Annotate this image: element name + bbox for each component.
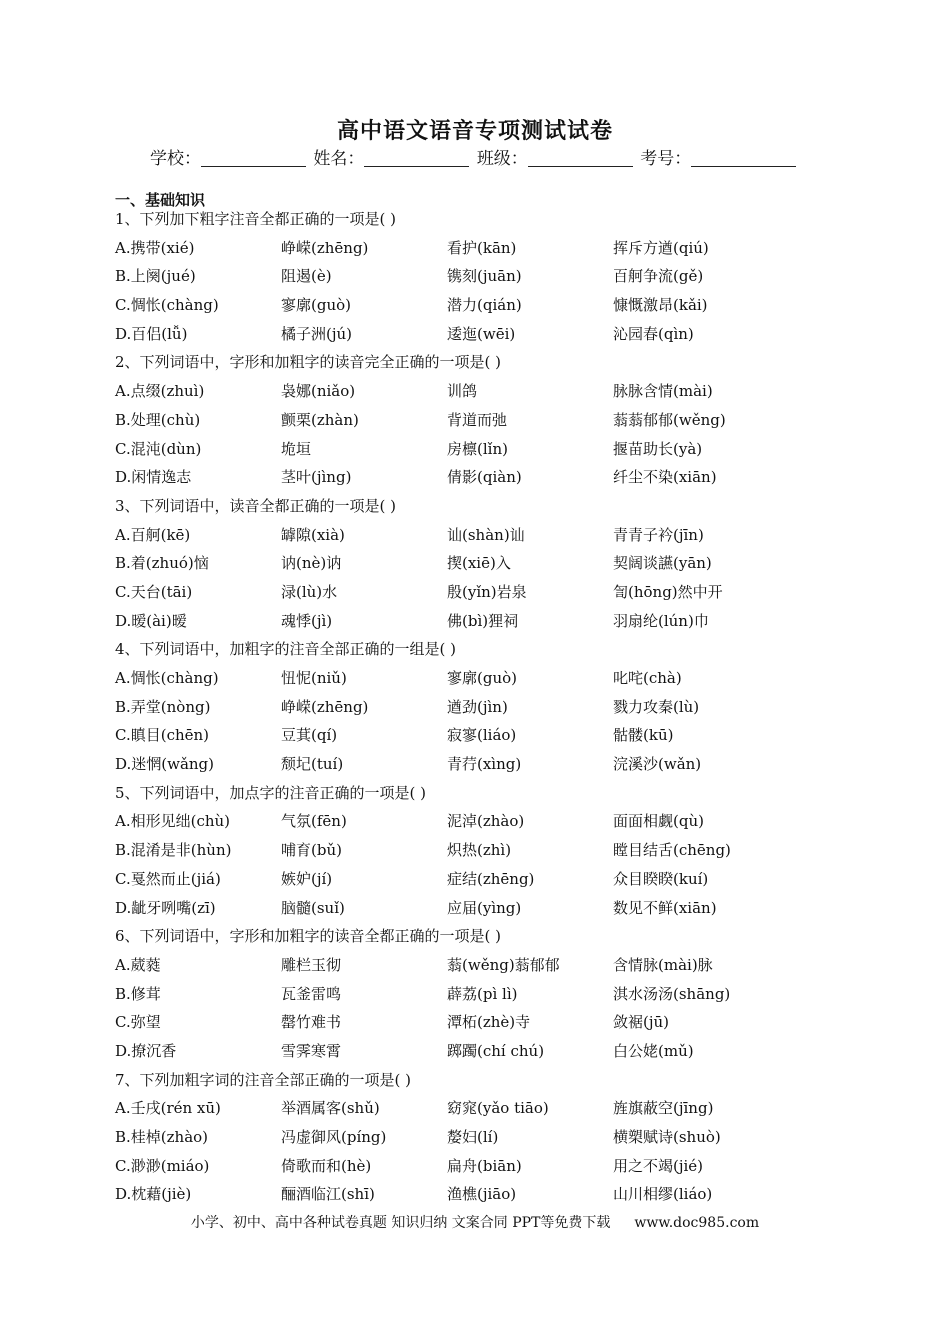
option-item: A.百舸(kē)	[115, 525, 191, 544]
option-item: 脉脉含情(mài)	[613, 382, 713, 401]
option-row	[115, 291, 875, 320]
option-item: 寥廓(guò)	[281, 296, 351, 315]
option-item: 慷慨激昂(kǎi)	[613, 296, 708, 315]
option-item: 叱咤(chà)	[613, 669, 682, 687]
option-item: 旌旗蔽空(jīng)	[613, 1099, 714, 1118]
option-item: D.龇牙咧嘴(zī)	[115, 898, 216, 917]
option-item: C.混沌(dùn)	[115, 439, 202, 458]
number-blank[interactable]	[691, 148, 796, 167]
option-item: 茎叶(jìng)	[281, 468, 352, 487]
question-stem: 1、下列加下粗字注音全都正确的一项是( )	[115, 210, 397, 228]
option-item: D.枕藉(jiè)	[115, 1185, 192, 1204]
question-stem: 3、下列词语中，读音全都正确的一项是( )	[115, 496, 397, 515]
option-row	[115, 521, 875, 550]
option-item: 讪(shàn)讪	[447, 525, 525, 544]
option-item: B.混淆是非(hùn)	[115, 841, 232, 860]
option-item: A.相形见绌(chù)	[115, 812, 231, 831]
option-item: 淇水汤汤(shāng)	[613, 984, 731, 1003]
option-item: 契阔谈讌(yān)	[613, 554, 712, 573]
option-row	[115, 1008, 875, 1037]
option-item: C.惆怅(chàng)	[115, 296, 219, 315]
option-item: 气氛(fēn)	[281, 812, 347, 831]
option-item: D.百侣(lǚ)	[115, 324, 188, 343]
option-row	[115, 607, 875, 636]
option-item: C.天台(tāi)	[115, 582, 193, 601]
option-item: 雪霁寒霄	[281, 1041, 342, 1060]
school-blank[interactable]	[201, 148, 306, 167]
option-item: D.暧(ài)暧	[115, 611, 187, 630]
option-item: D.闲情逸志	[115, 468, 192, 487]
option-row	[115, 1123, 875, 1152]
option-row	[115, 1094, 875, 1123]
option-row	[115, 463, 875, 492]
option-item: A.点缀(zhuì)	[115, 382, 205, 401]
option-item: 蓊蓊郁郁(wěng)	[613, 410, 726, 429]
option-row	[115, 807, 875, 836]
page-title: 高中语文语音专项测试试卷	[336, 118, 613, 144]
option-item: B.上阕(jué)	[115, 267, 196, 286]
option-item: 豆萁(qí)	[281, 726, 338, 745]
option-item: 哺育(bǔ)	[281, 841, 342, 860]
option-item: 踯躅(chí chú)	[447, 1041, 545, 1060]
option-item: 蓊(wěng)蓊郁郁	[447, 955, 560, 974]
option-item: 泥淖(zhào)	[447, 812, 525, 831]
option-item: 镌刻(juān)	[447, 267, 522, 286]
footer-url[interactable]: www.doc985.com	[634, 1215, 760, 1231]
option-item: 瓦釜雷鸣	[281, 984, 342, 1003]
number-label: 考号：	[640, 149, 692, 169]
option-item: A.惆怅(chàng)	[115, 669, 219, 687]
option-item: 挥斥方遒(qiú)	[613, 238, 709, 257]
option-row	[115, 664, 875, 693]
option-row	[115, 693, 875, 722]
option-item: 倩影(qiàn)	[447, 468, 522, 487]
option-row	[115, 435, 875, 464]
option-item: 雕栏玉彻	[281, 955, 342, 974]
option-item: 訇(hōng)然中开	[613, 582, 723, 601]
option-item: 应届(yìng)	[447, 898, 522, 917]
question-stem: 2、下列词语中，字形和加粗字的读音完全正确的一项是( )	[115, 353, 502, 372]
school-label: 学校：	[150, 149, 201, 169]
question-stem: 7、下列加粗字词的注音全部正确的一项是( )	[115, 1070, 412, 1089]
option-item: 含情脉(mài)脉	[613, 955, 713, 974]
option-item: 讷(nè)讷	[281, 554, 342, 573]
option-item: B.修茸	[115, 984, 161, 1003]
option-row	[115, 951, 875, 980]
footer	[0, 1212, 950, 1232]
option-item: 殷(yǐn)岩泉	[447, 582, 527, 601]
option-row	[115, 234, 875, 263]
footer-text: 小学、初中、高中各种试卷真题 知识归纳 文案合同 PPT等免费下载	[190, 1215, 611, 1231]
option-item: C.戛然而止(jiá)	[115, 869, 221, 888]
option-item: 揠苗助长(yà)	[613, 439, 703, 458]
option-item: D.撩沉香	[115, 1041, 177, 1060]
option-row	[115, 980, 875, 1009]
option-item: 橘子洲(jú)	[281, 324, 353, 343]
option-item: 纤尘不染(xiān)	[613, 468, 717, 487]
option-item: 嫠妇(lí)	[447, 1128, 499, 1146]
option-item: 众目睽睽(kuí)	[613, 869, 709, 888]
option-item: 症结(zhēng)	[447, 869, 535, 888]
option-item: 袅娜(niǎo)	[281, 382, 356, 401]
option-item: 脑髓(suǐ)	[281, 898, 345, 917]
option-row	[115, 1152, 875, 1181]
option-item: 看护(kān)	[447, 238, 517, 257]
option-item: 渔樵(jiāo)	[447, 1185, 517, 1204]
option-item: D.迷惘(wǎng)	[115, 755, 215, 774]
option-item: 炽热(zhì)	[447, 841, 512, 860]
option-item: 举酒属客(shǔ)	[281, 1099, 380, 1118]
option-item: 颤栗(zhàn)	[281, 410, 359, 429]
option-item: 寂寥(liáo)	[447, 726, 517, 745]
option-item: C.弥望	[115, 1013, 161, 1032]
option-row	[115, 1180, 875, 1209]
option-item: 倚歌而和(hè)	[281, 1156, 372, 1175]
option-row	[115, 549, 875, 578]
option-item: 沁园春(qìn)	[613, 324, 694, 343]
option-row	[115, 721, 875, 750]
option-item: 横槊赋诗(shuò)	[613, 1128, 721, 1146]
option-item: B.处理(chù)	[115, 410, 201, 429]
option-item: 面面相觑(qù)	[613, 812, 704, 831]
option-item: 峥嵘(zhēng)	[281, 238, 369, 257]
option-item: 青荇(xìng)	[447, 755, 522, 774]
option-item: 渌(lù)水	[281, 582, 338, 601]
option-item: 潜力(qián)	[447, 296, 522, 315]
option-item: 嫉妒(jí)	[281, 869, 333, 888]
option-item: C.渺渺(miáo)	[115, 1156, 210, 1175]
option-item: 背道而弛	[447, 410, 508, 429]
option-item: 佛(bì)狸祠	[447, 611, 519, 630]
option-item: 垝垣	[281, 439, 312, 458]
question-stem: 6、下列词语中，字形和加粗字的读音全都正确的一项是( )	[115, 927, 502, 946]
option-item: 阻遏(è)	[281, 267, 332, 286]
class-blank[interactable]	[528, 148, 633, 167]
option-item: 罅隙(xià)	[281, 525, 345, 544]
option-item: 颓圮(tuí)	[281, 755, 344, 774]
option-item: 薜荔(pì lì)	[447, 984, 518, 1003]
name-label: 姓名：	[313, 149, 365, 169]
option-item: 遒劲(jìn)	[447, 697, 508, 716]
option-row	[115, 750, 875, 779]
option-item: 瞠目结舌(chēng)	[613, 841, 731, 860]
option-item: 羽扇纶(lún)巾	[613, 611, 709, 630]
option-item: 魂悸(jì)	[281, 611, 333, 630]
option-item: 浣溪沙(wǎn)	[613, 755, 702, 774]
option-item: 数见不鲜(xiān)	[613, 898, 717, 917]
student-info-line	[150, 144, 798, 169]
option-item: 山川相缪(liáo)	[613, 1185, 713, 1204]
option-item: 白公姥(mǔ)	[613, 1041, 694, 1060]
option-item: B.桂棹(zhào)	[115, 1128, 209, 1146]
question-stem: 4、下列词语中，加粗字的注音全部正确的一组是( )	[115, 640, 457, 659]
option-row	[115, 377, 875, 406]
option-item: 骷髅(kū)	[613, 726, 674, 745]
option-item: 戮力攻秦(lù)	[613, 697, 700, 716]
option-item: 冯虚御风(píng)	[281, 1128, 387, 1146]
section-title: 一、基础知识	[115, 191, 206, 209]
option-item: 酾酒临江(shī)	[281, 1185, 375, 1204]
option-row	[115, 578, 875, 607]
option-row	[115, 262, 875, 291]
option-item: A.葳蕤	[115, 955, 161, 974]
option-item: 训鸽	[447, 382, 478, 401]
option-item: 潭柘(zhè)寺	[447, 1013, 531, 1032]
option-item: 青青子衿(jīn)	[613, 525, 704, 544]
option-row	[115, 320, 875, 349]
option-item: B.弄堂(nòng)	[115, 697, 211, 716]
option-item: A.壬戌(rén xū)	[115, 1099, 221, 1118]
name-blank[interactable]	[364, 148, 469, 167]
option-row	[115, 1037, 875, 1066]
option-item: C.瞋目(chēn)	[115, 726, 210, 745]
question-stem: 5、下列词语中，加点字的注音正确的一项是( )	[115, 783, 427, 802]
option-row	[115, 836, 875, 865]
option-item: 用之不竭(jié)	[613, 1156, 704, 1175]
option-item: 窈窕(yǎo tiāo)	[447, 1099, 549, 1118]
option-item: 忸怩(niǔ)	[281, 669, 347, 687]
option-item: 揳(xiē)入	[447, 554, 511, 573]
option-item: 百舸争流(gě)	[613, 267, 704, 286]
option-row	[115, 894, 875, 923]
question-list	[115, 205, 875, 1209]
option-item: 峥嵘(zhēng)	[281, 697, 369, 716]
option-item: 敛裾(jū)	[613, 1013, 670, 1032]
option-item: 罄竹难书	[281, 1013, 342, 1032]
option-item: 逶迤(wēi)	[447, 324, 516, 343]
option-item: B.着(zhuó)恼	[115, 554, 209, 573]
option-item: 扁舟(biān)	[447, 1156, 522, 1175]
option-item: 寥廓(guò)	[447, 669, 517, 687]
option-row	[115, 865, 875, 894]
class-label: 班级：	[476, 149, 528, 169]
option-item: 房檩(lǐn)	[447, 439, 508, 458]
option-row	[115, 406, 875, 435]
option-item: A.携带(xié)	[115, 238, 195, 257]
